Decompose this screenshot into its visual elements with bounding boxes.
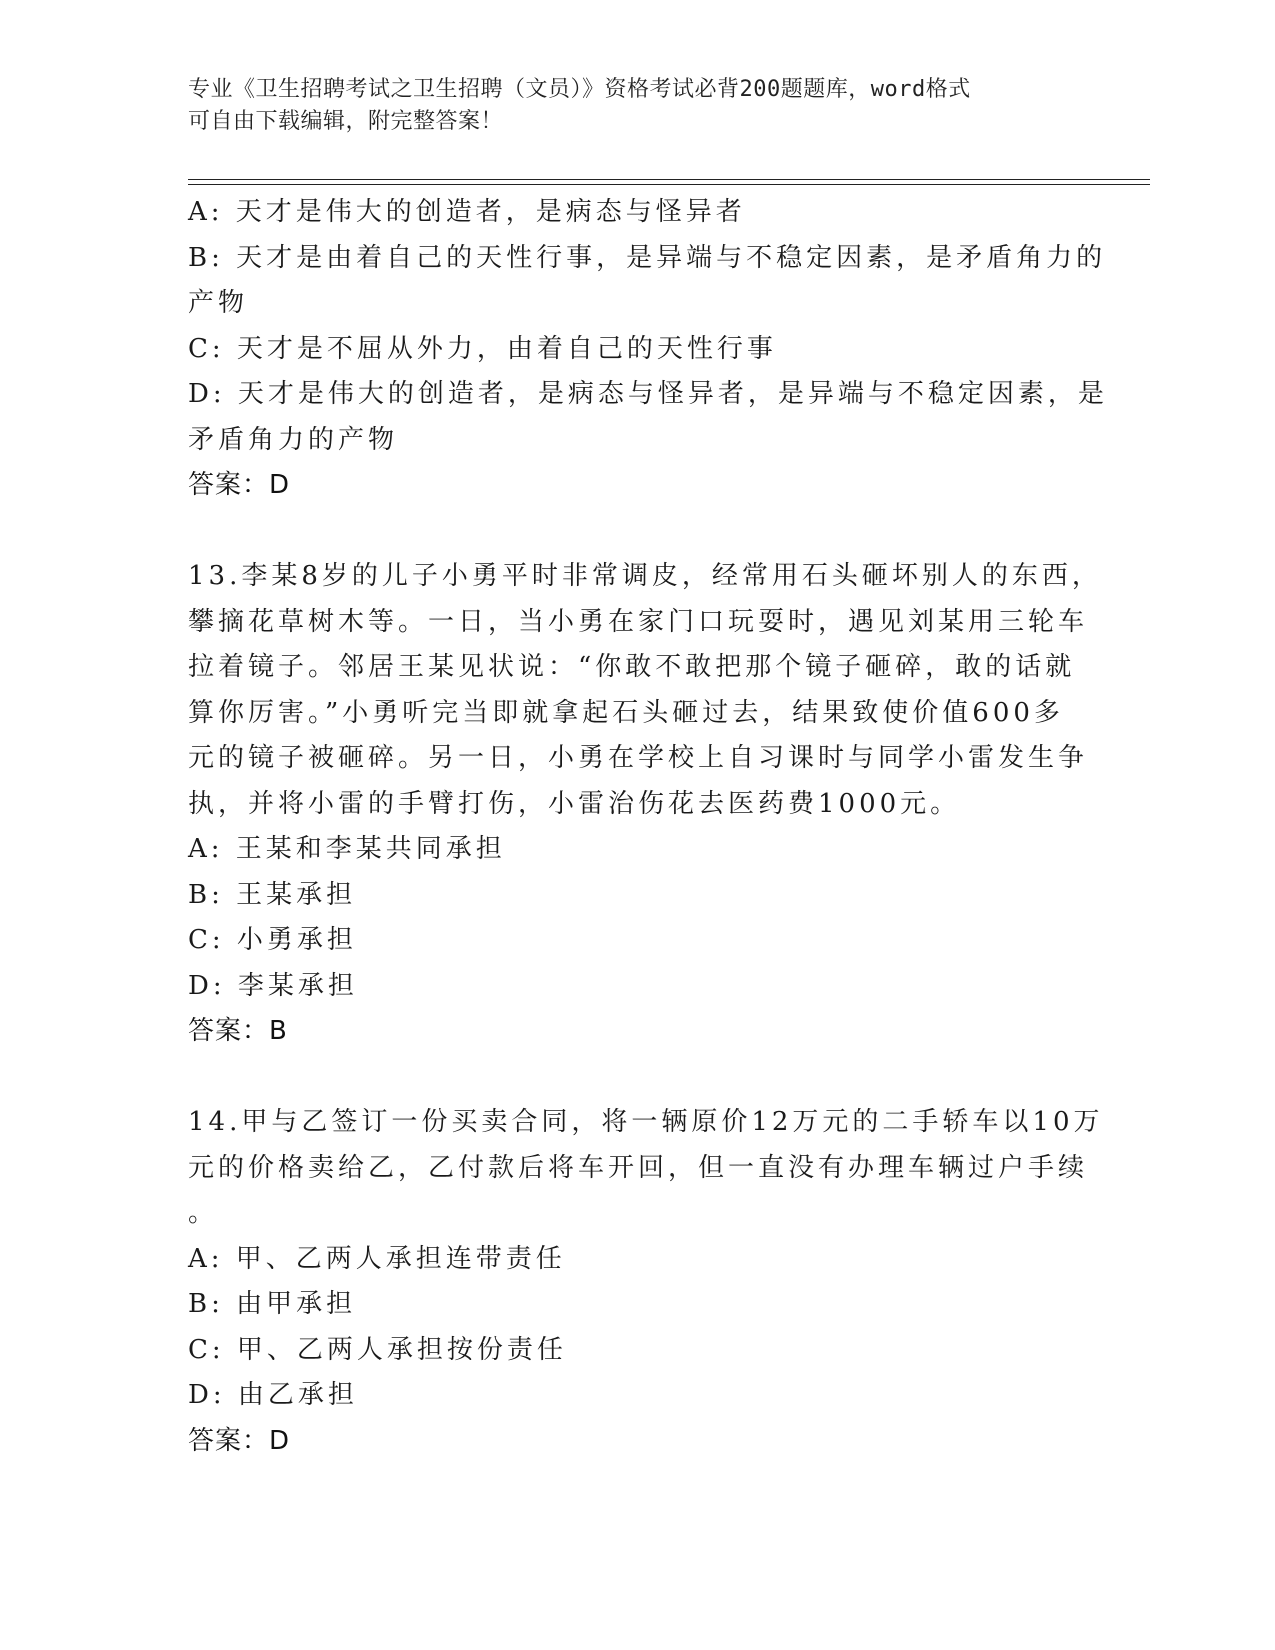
option-c: C: 甲、乙两人承担按份责任 <box>188 1334 567 1365</box>
option-b: B: 王某承担 <box>188 879 357 910</box>
option-b: B: 由甲承担 <box>188 1289 357 1319</box>
option-a: A: 王某和李某共同承担 <box>188 834 506 864</box>
option-b-continued: 产物 <box>188 288 249 318</box>
question-stem-line: 执，并将小雷的手臂打伤，小雷治伤花去医药费1000元。 <box>188 788 961 819</box>
document-header <box>188 74 1068 138</box>
header-title-line-1: 专业《卫生招聘考试之卫生招聘（文员）》资格考试必背200题题库，word格式 <box>188 77 971 102</box>
question-stem-line: 14.甲与乙签订一份买卖合同，将一辆原价12万元的二手轿车以10万 <box>188 1107 1104 1137</box>
question-stem-line: 。 <box>188 1198 219 1228</box>
question-13 <box>188 554 1102 1055</box>
option-a: A: 甲、乙两人承担连带责任 <box>188 1243 566 1274</box>
question-spacer <box>188 1055 1088 1101</box>
answer: 答案：D <box>188 470 291 500</box>
question-list <box>188 190 1108 1464</box>
question-14 <box>188 1100 1104 1464</box>
header-title-line-2: 可自由下载编辑，附完整答案！ <box>188 109 504 134</box>
option-c: C: 天才是不屈从外力，由着自己的天性行事 <box>188 333 777 364</box>
question-stem-line: 拉着镜子。邻居王某见状说：“你敢不敢把那个镜子砸碎，敢的话就 <box>188 652 1076 682</box>
question-12 <box>188 190 1108 509</box>
question-stem-line: 攀摘花草树木等。一日，当小勇在家门口玩耍时，遇见刘某用三轮车 <box>188 606 1089 637</box>
question-stem-line: 13.李某8岁的儿子小勇平时非常调皮，经常用石头砸坏别人的东西， <box>188 561 1102 591</box>
option-d-continued: 矛盾角力的产物 <box>188 424 399 455</box>
option-a: A: 天才是伟大的创造者，是病态与怪异者 <box>188 197 746 227</box>
answer: 答案：D <box>188 1425 291 1456</box>
option-b: B: 天才是由着自己的天性行事，是异端与不稳定因素，是矛盾角力的 <box>188 242 1107 273</box>
option-c: C: 小勇承担 <box>188 925 357 955</box>
option-d: D: 由乙承担 <box>188 1380 358 1410</box>
option-d: D: 李某承担 <box>188 970 358 1001</box>
header-divider-top <box>188 179 1150 180</box>
header-divider-bottom <box>188 184 1150 185</box>
question-stem-line: 元的镜子被砸碎。另一日，小勇在学校上自习课时与同学小雷发生争 <box>188 743 1089 773</box>
question-stem-line: 算你厉害。”小勇听完当即就拿起石头砸过去，结果致使价值600多 <box>188 697 1064 728</box>
question-spacer <box>188 509 1088 555</box>
option-d: D: 天才是伟大的创造者，是病态与怪异者，是异端与不稳定因素，是 <box>188 379 1108 409</box>
question-stem-line: 元的价格卖给乙，乙付款后将车开回，但一直没有办理车辆过户手续 <box>188 1152 1089 1183</box>
answer: 答案：B <box>188 1016 288 1046</box>
